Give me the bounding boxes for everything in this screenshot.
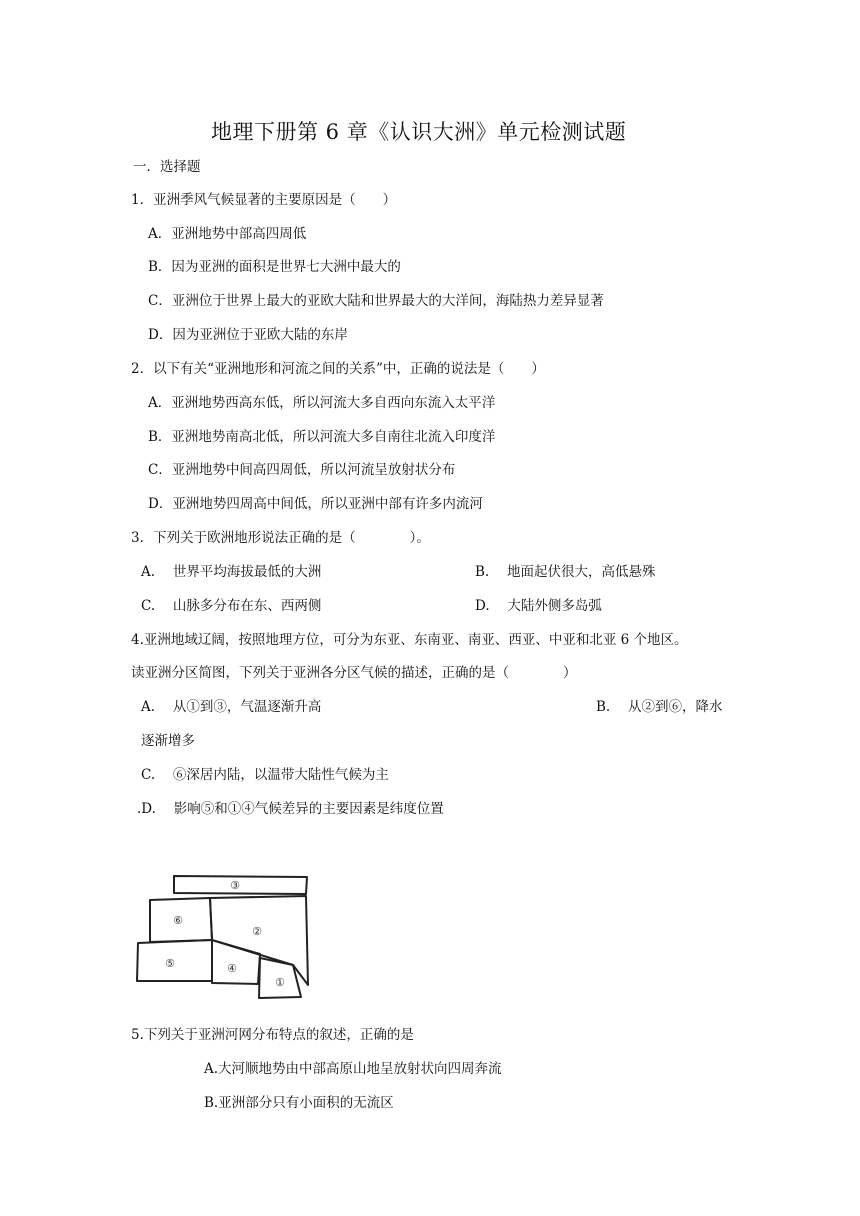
question-3-option-a: A. 世界平均海拔最低的大洲 — [141, 564, 322, 580]
question-1-option-b: B．因为亚洲的面积是世界七大洲中最大的 — [148, 259, 401, 275]
question-4-option-c: C. ⑥深居内陆，以温带大陆性气候为主 — [141, 767, 389, 783]
question-5-option-b: B.亚洲部分只有小面积的无流区 — [204, 1095, 394, 1111]
question-5-stem: 5.下列关于亚洲河网分布特点的叙述，正确的是 — [131, 1027, 414, 1043]
question-2-option-a: A．亚洲地势西高东低，所以河流大多自西向东流入太平洋 — [148, 395, 496, 411]
question-5-option-a: A.大河顺地势由中部高原山地呈放射状向四周奔流 — [204, 1061, 502, 1077]
question-4-option-b-continued: 逐渐增多 — [141, 733, 195, 749]
question-3-option-c: C. 山脉多分布在东、西两侧 — [141, 598, 322, 614]
question-1-option-a: A．亚洲地势中部高四周低 — [148, 226, 307, 242]
question-1-option-c: C．亚洲位于世界上最大的亚欧大陆和世界最大的大洋间，海陆热力差异显著 — [148, 293, 604, 309]
section-heading: 一．选择题 — [133, 159, 201, 175]
question-4-option-d: .D. 影响⑤和①④气候差异的主要因素是纬度位置 — [137, 801, 444, 817]
map-label-2: ② — [252, 925, 262, 938]
question-3-option-d: D. 大陆外侧多岛弧 — [475, 598, 602, 614]
question-4-stem-line-1: 4.亚洲地域辽阔，按照地理方位，可分为东亚、东南亚、南亚、西亚、中亚和北亚 6 个地区。 — [131, 632, 688, 648]
map-label-3: ③ — [230, 879, 240, 892]
map-label-6: ⑥ — [173, 914, 183, 927]
question-4-option-b: B. 从②到⑥，降水 — [596, 699, 723, 715]
asia-regions-map — [135, 874, 313, 1002]
question-4-stem-line-2: 读亚洲分区简图，下列关于亚洲各分区气候的描述，正确的是（ ） — [131, 665, 577, 681]
map-label-5: ⑤ — [165, 957, 175, 970]
question-3-option-b: B. 地面起伏很大，高低悬殊 — [475, 564, 656, 580]
question-1-stem: 1．亚洲季风气候显著的主要原因是（ ） — [131, 192, 397, 208]
question-1-option-d: D．因为亚洲位于亚欧大陆的东岸 — [148, 327, 348, 343]
question-2-option-b: B．亚洲地势南高北低，所以河流大多自南往北流入印度洋 — [148, 429, 496, 445]
page-title: 地理下册第 6 章《认识大洲》单元检测试题 — [211, 120, 627, 144]
map-label-4: ④ — [227, 962, 237, 975]
map-region-3 — [174, 876, 307, 894]
question-3-stem: 3．下列关于欧洲地形说法正确的是（ ）。 — [131, 530, 430, 546]
question-4-option-a: A. 从①到③，气温逐渐升高 — [141, 699, 322, 715]
map-label-1: ① — [275, 976, 285, 989]
question-2-option-c: C．亚洲地势中间高四周低，所以河流呈放射状分布 — [148, 462, 456, 478]
question-2-stem: 2．以下有关“亚洲地形和河流之间的关系”中，正确的说法是（ ） — [131, 361, 545, 377]
question-2-option-d: D．亚洲地势四周高中间低，所以亚洲中部有许多内流河 — [148, 496, 483, 512]
